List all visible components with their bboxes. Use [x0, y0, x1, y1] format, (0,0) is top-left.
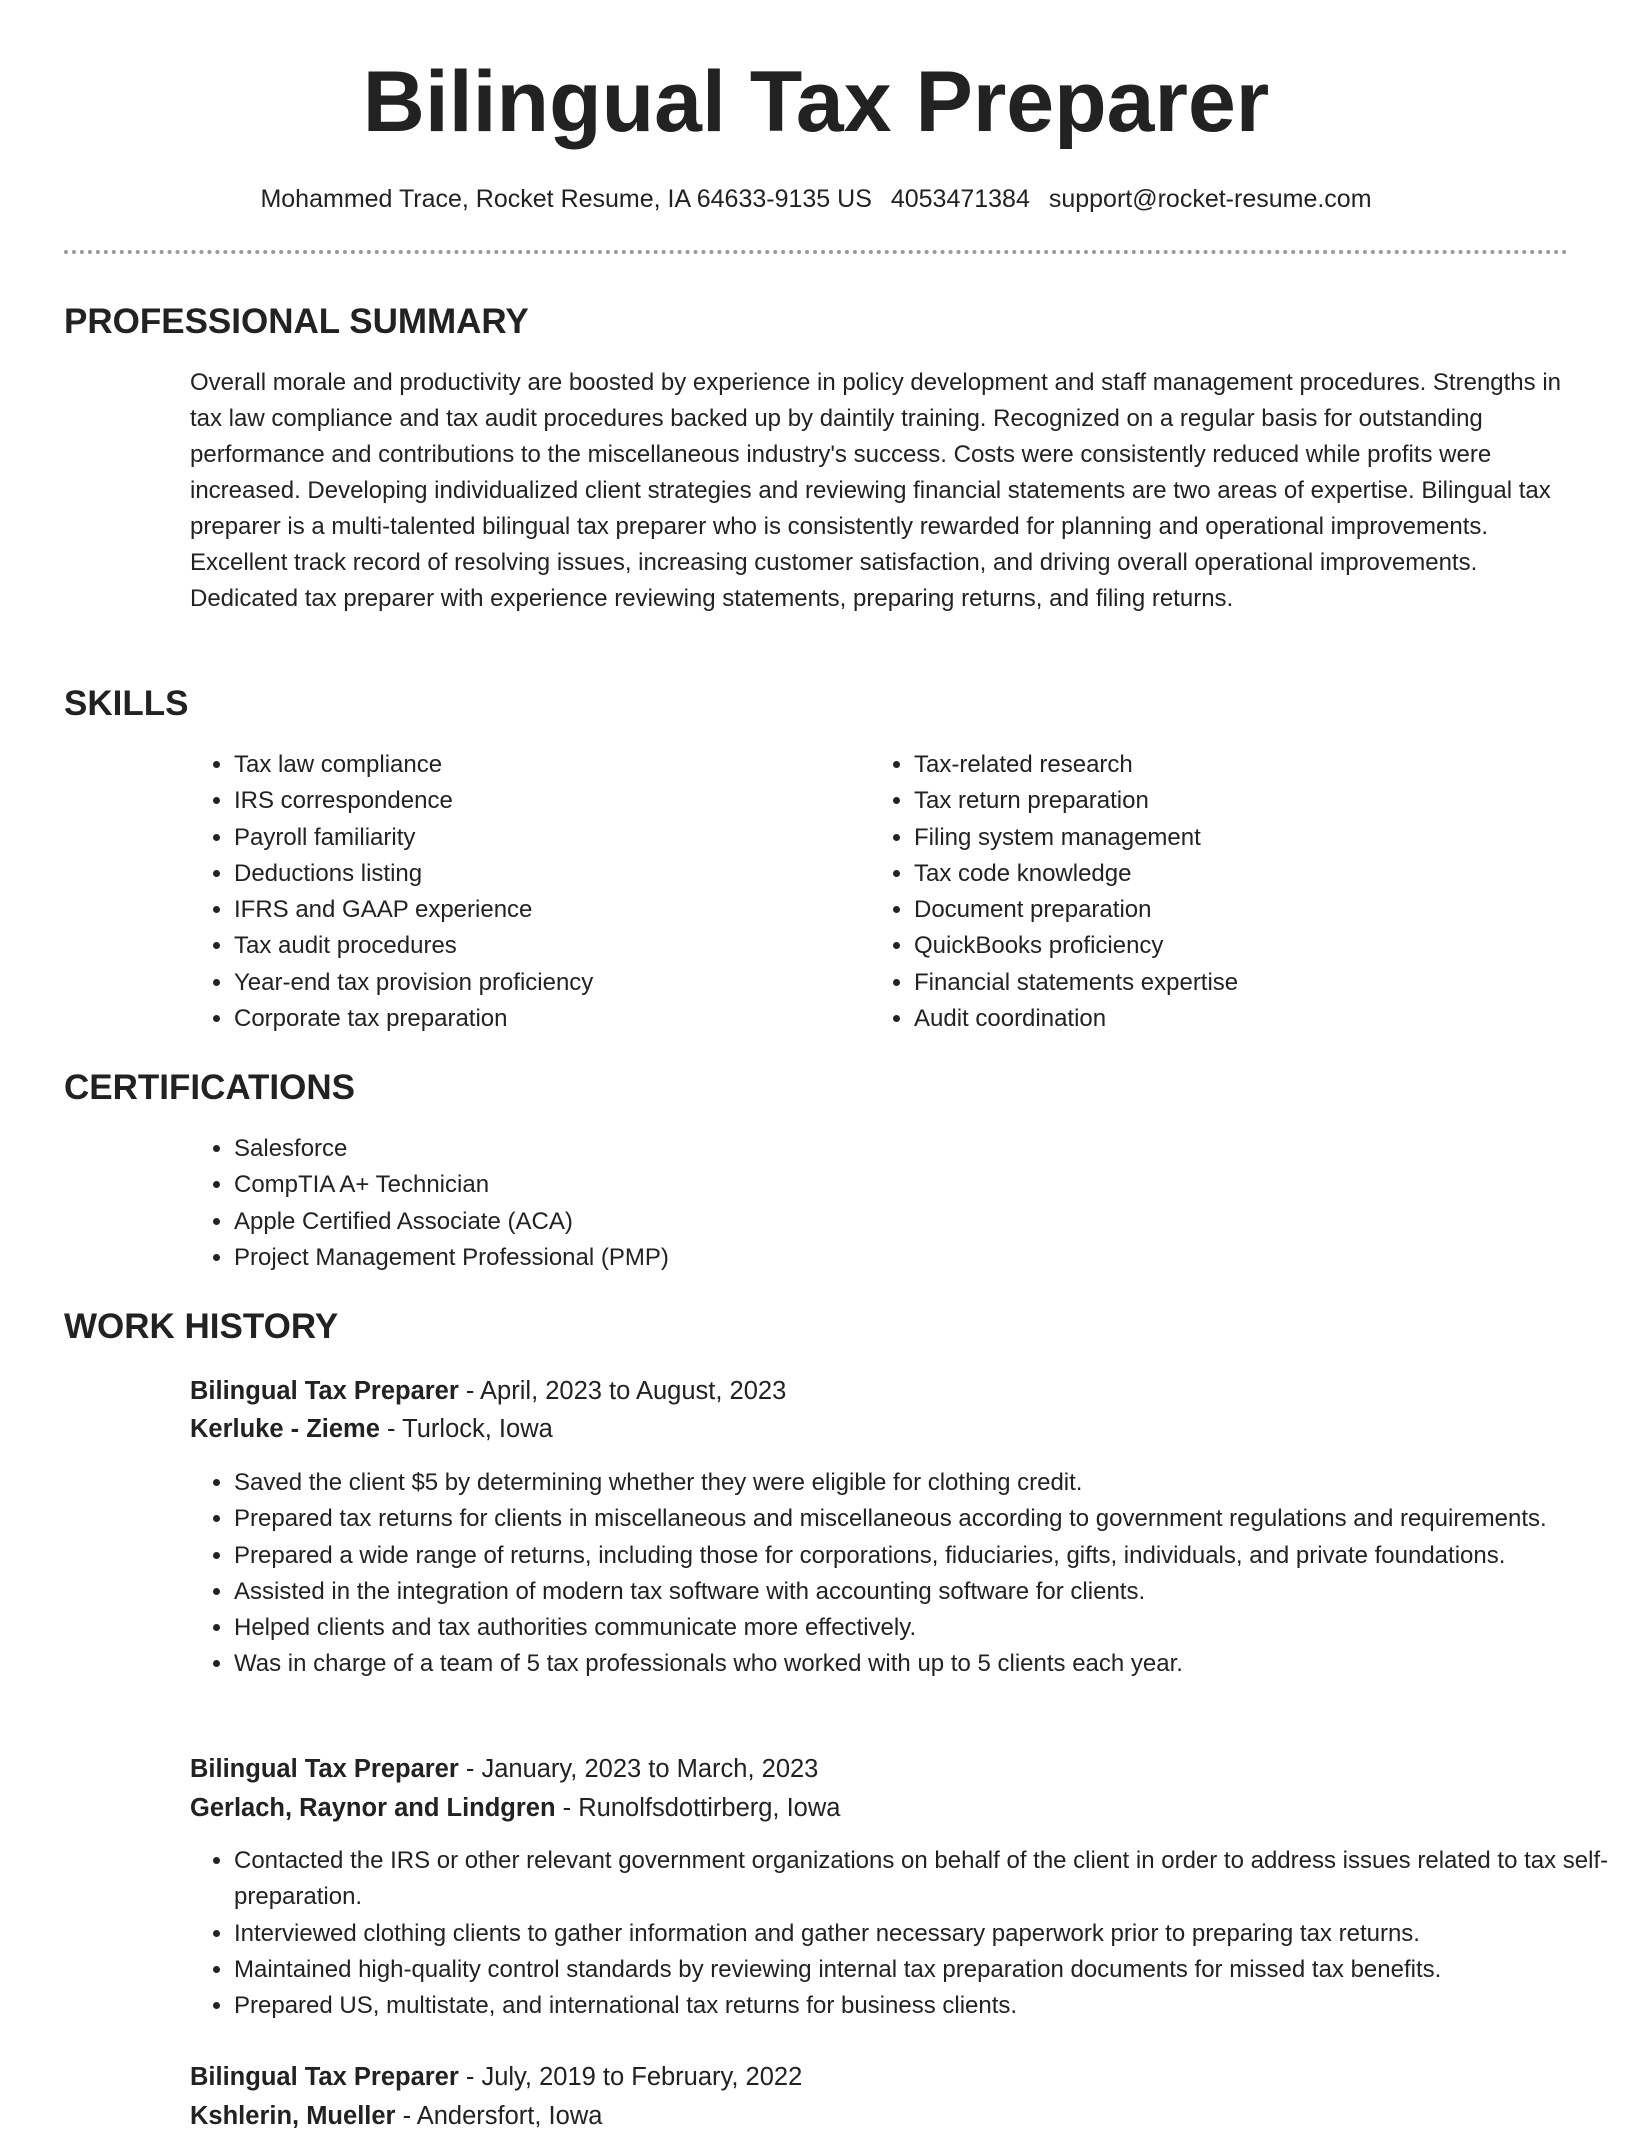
job-title-line [190, 2058, 802, 2096]
list-item: • Financial statements expertise [914, 965, 1594, 1001]
resume-title: Bilingual Tax Preparer [362, 54, 1270, 150]
list-item: • Prepared a wide range of returns, including those for corporations, fiduciaries, gifts, individuals, and private foundations. [234, 1538, 1614, 1574]
job-bullets [190, 1465, 1614, 1683]
contact-email: support@rocket-resume.com [1048, 185, 1372, 213]
list-item: • Helped clients and tax authorities communicate more effectively. [234, 1610, 1614, 1646]
summary-heading: PROFESSIONAL SUMMARY [64, 302, 529, 341]
list-item: • Salesforce [234, 1131, 1134, 1167]
skills-list-right [870, 747, 1594, 1037]
contact-phone: 4053471384 [890, 185, 1030, 213]
list-item: • Tax audit procedures [234, 928, 854, 964]
contact-line [0, 181, 1632, 217]
job-title: Bilingual Tax Preparer [190, 1377, 459, 1405]
job-title: Bilingual Tax Preparer [190, 2063, 459, 2091]
job-location: - Turlock, Iowa [379, 1415, 553, 1443]
summary-text: Overall morale and productivity are boosted by experience in policy development and staff management procedures. Strengths in tax law compliance and tax audit procedures backed up by daintily training. Recognized on a regular basis for outstanding performance and contributions to the miscellaneous industry's success. Costs were consistently reduced while profits were increased. Developing individualized client strategies and reviewing financial statements are two areas of expertise. Bilingual tax preparer is a multi-talented bilingual tax preparer who is consistently rewarded for planning and operational improvements. Excellent track record of resolving issues, increasing customer satisfaction, and driving overall operational improvements. Dedicated tax preparer with experience reviewing statements, preparing returns, and filing returns. [190, 369, 1561, 612]
job-company-line [190, 1789, 840, 1827]
job-location: - Andersfort, Iowa [395, 2102, 603, 2130]
list-item: • QuickBooks proficiency [914, 928, 1594, 964]
list-item: • Prepared US, multistate, and international tax returns for business clients. [234, 1988, 1614, 2024]
contact-address: Mohammed Trace, Rocket Resume, IA 64633-9135 US [260, 185, 872, 213]
list-item: • Prepared tax returns for clients in miscellaneous and miscellaneous according to government regulations and requirements. [234, 1501, 1614, 1537]
job-company-line [190, 1410, 553, 1448]
list-item: • Filing system management [914, 820, 1594, 856]
job-dates: - April, 2023 to August, 2023 [458, 1377, 787, 1405]
list-item: • Saved the client $5 by determining whether they were eligible for clothing credit. [234, 1465, 1614, 1501]
list-item: • Interviewed clothing clients to gather information and gather necessary paperwork prior to preparing tax returns. [234, 1916, 1614, 1952]
list-item: • Contacted the IRS or other relevant government organizations on behalf of the client in order to address issues related to tax self-preparation. [234, 1843, 1614, 1916]
job-title: Bilingual Tax Preparer [190, 1755, 459, 1783]
list-item: • Apple Certified Associate (ACA) [234, 1204, 1134, 1240]
list-item: • IFRS and GAAP experience [234, 892, 854, 928]
list-item: • Maintained high-quality control standards by reviewing internal tax preparation documents for missed tax benefits. [234, 1952, 1614, 1988]
list-item: • Year-end tax provision proficiency [234, 965, 854, 1001]
list-item: • Corporate tax preparation [234, 1001, 854, 1037]
list-item: • Payroll familiarity [234, 820, 854, 856]
list-item: • Was in charge of a team of 5 tax professionals who worked with up to 5 clients each year. [234, 1646, 1614, 1682]
list-item: • Tax-related research [914, 747, 1594, 783]
skills-list-left [190, 747, 854, 1037]
list-item: • Project Management Professional (PMP) [234, 1240, 1134, 1276]
job-location: - Runolfsdottirberg, Iowa [555, 1794, 841, 1822]
job-bullets [190, 1843, 1614, 2024]
list-item: • IRS correspondence [234, 783, 854, 819]
list-item: • Tax law compliance [234, 747, 854, 783]
job-company: Gerlach, Raynor and Lindgren [190, 1794, 556, 1822]
job-title-line [190, 1750, 818, 1788]
certifications-list [190, 1131, 1134, 1276]
job-dates: - July, 2019 to February, 2022 [458, 2063, 803, 2091]
certifications-heading: CERTIFICATIONS [64, 1068, 356, 1107]
job-company-line [190, 2097, 602, 2135]
list-item: • Audit coordination [914, 1001, 1594, 1037]
job-company: Kerluke - Zieme [190, 1415, 380, 1443]
list-item: • Tax return preparation [914, 783, 1594, 819]
job-title-line [190, 1372, 786, 1410]
list-item: • Deductions listing [234, 856, 854, 892]
list-item: • Assisted in the integration of modern tax software with accounting software for clients. [234, 1574, 1614, 1610]
list-item: • Tax code knowledge [914, 856, 1594, 892]
list-item: • Document preparation [914, 892, 1594, 928]
job-dates: - January, 2023 to March, 2023 [458, 1755, 819, 1783]
work-history-heading: WORK HISTORY [64, 1307, 339, 1346]
job-company: Kshlerin, Mueller [190, 2102, 396, 2130]
skills-heading: SKILLS [64, 684, 189, 723]
list-item: • CompTIA A+ Technician [234, 1167, 1134, 1203]
header-divider [64, 250, 1568, 254]
